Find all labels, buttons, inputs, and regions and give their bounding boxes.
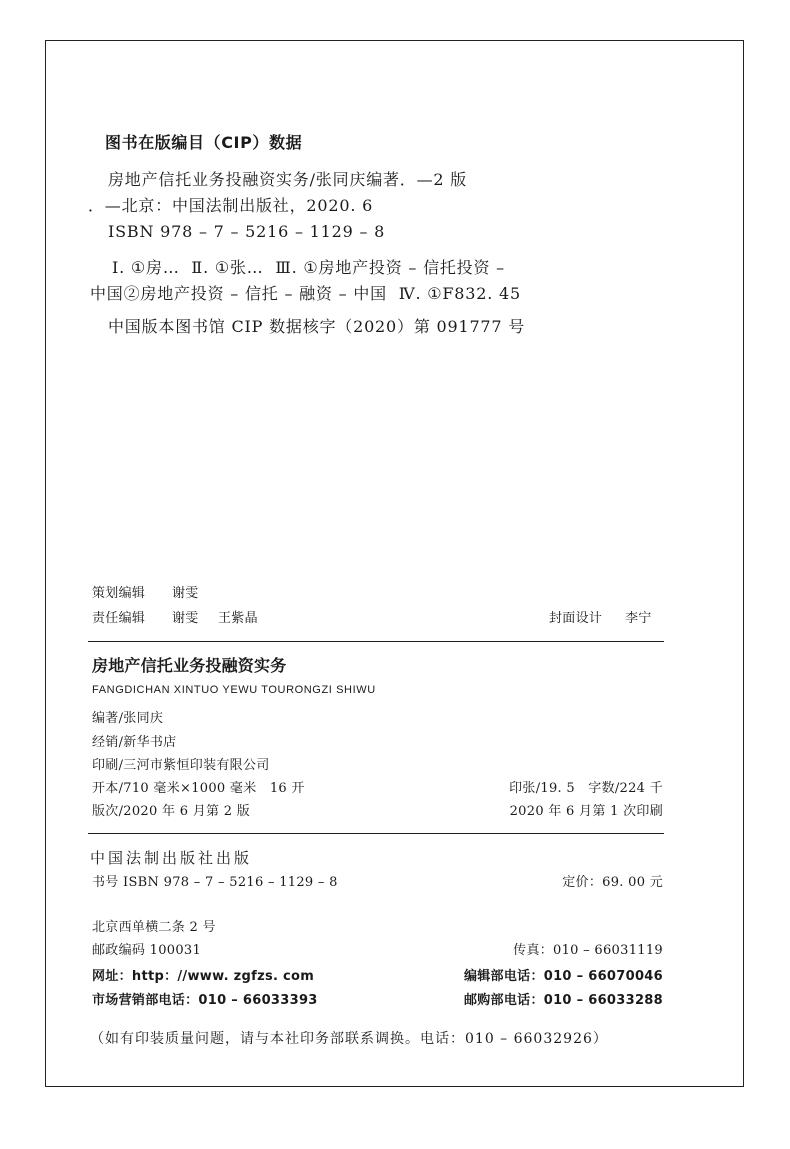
cover-designer-name: 李宁: [625, 611, 652, 626]
planning-editor-name: 谢雯: [172, 586, 199, 601]
quality-notice: （如有印装质量问题，请与本社印务部联系调换。电话：010 – 66032926）: [90, 1031, 608, 1047]
divider-rule-top: [88, 641, 664, 642]
responsible-editor-name-2: 王紫晶: [218, 611, 258, 626]
book-distributor: 经销/新华书店: [92, 735, 177, 750]
publisher-address: 北京西单横二条 2 号: [92, 920, 216, 935]
publisher-name: 中国法制出版社出版: [90, 849, 253, 867]
cip-subject-line1: Ⅰ. ①房… Ⅱ. ①张… Ⅲ. ①房地产投资 – 信托投资 –: [112, 258, 505, 277]
cover-design-label: 封面设计: [549, 611, 603, 626]
responsible-editor-label: 责任编辑: [92, 611, 146, 626]
cip-heading: 图书在版编目（CIP）数据: [105, 133, 303, 152]
responsible-editor-name-1: 谢雯: [172, 611, 199, 626]
mail-order-phone: 邮购部电话：010 – 66033288: [463, 993, 663, 1008]
marketing-phone: 市场营销部电话：010 – 66033393: [92, 993, 318, 1008]
cip-subject-line2: 中国②房地产投资 – 信托 – 融资 – 中国 Ⅳ. ①F832. 45: [90, 284, 521, 303]
publisher-postcode: 邮政编码 100031: [92, 943, 202, 958]
planning-editor-label: 策划编辑: [92, 586, 146, 601]
cip-data-number: 中国版本图书馆 CIP 数据核字（2020）第 091777 号: [108, 317, 526, 336]
divider-rule-bottom: [88, 833, 664, 834]
book-printer: 印刷/三河市紫恒印装有限公司: [92, 758, 270, 773]
publisher-fax: 传真：010 – 66031119: [513, 943, 663, 958]
publisher-website: 网址：http：//www. zgfzs. com: [92, 969, 315, 984]
cip-isbn: ISBN 978 – 7 – 5216 – 1129 – 8: [108, 222, 386, 241]
book-sheets-words: 印张/19. 5 字数/224 千: [509, 781, 663, 796]
book-title: 房地产信托业务投融资实务: [92, 656, 287, 675]
book-number: 书号 ISBN 978 – 7 – 5216 – 1129 – 8: [92, 875, 338, 890]
book-author: 编著/张同庆: [92, 711, 164, 726]
editorial-phone: 编辑部电话：010 – 66070046: [463, 969, 663, 984]
book-printing: 2020 年 6 月第 1 次印刷: [509, 804, 663, 819]
cip-entry-line1: 房地产信托业务投融资实务/张同庆编著．—2 版: [108, 170, 468, 189]
book-edition: 版次/2020 年 6 月第 2 版: [92, 804, 251, 819]
book-format: 开本/710 毫米×1000 毫米 16 开: [92, 781, 305, 796]
book-title-pinyin: FANGDICHAN XINTUO YEWU TOURONGZI SHIWU: [92, 684, 376, 696]
cip-entry-line2: ．—北京：中国法制出版社，2020. 6: [88, 196, 374, 215]
book-price: 定价：69. 00 元: [562, 875, 663, 890]
